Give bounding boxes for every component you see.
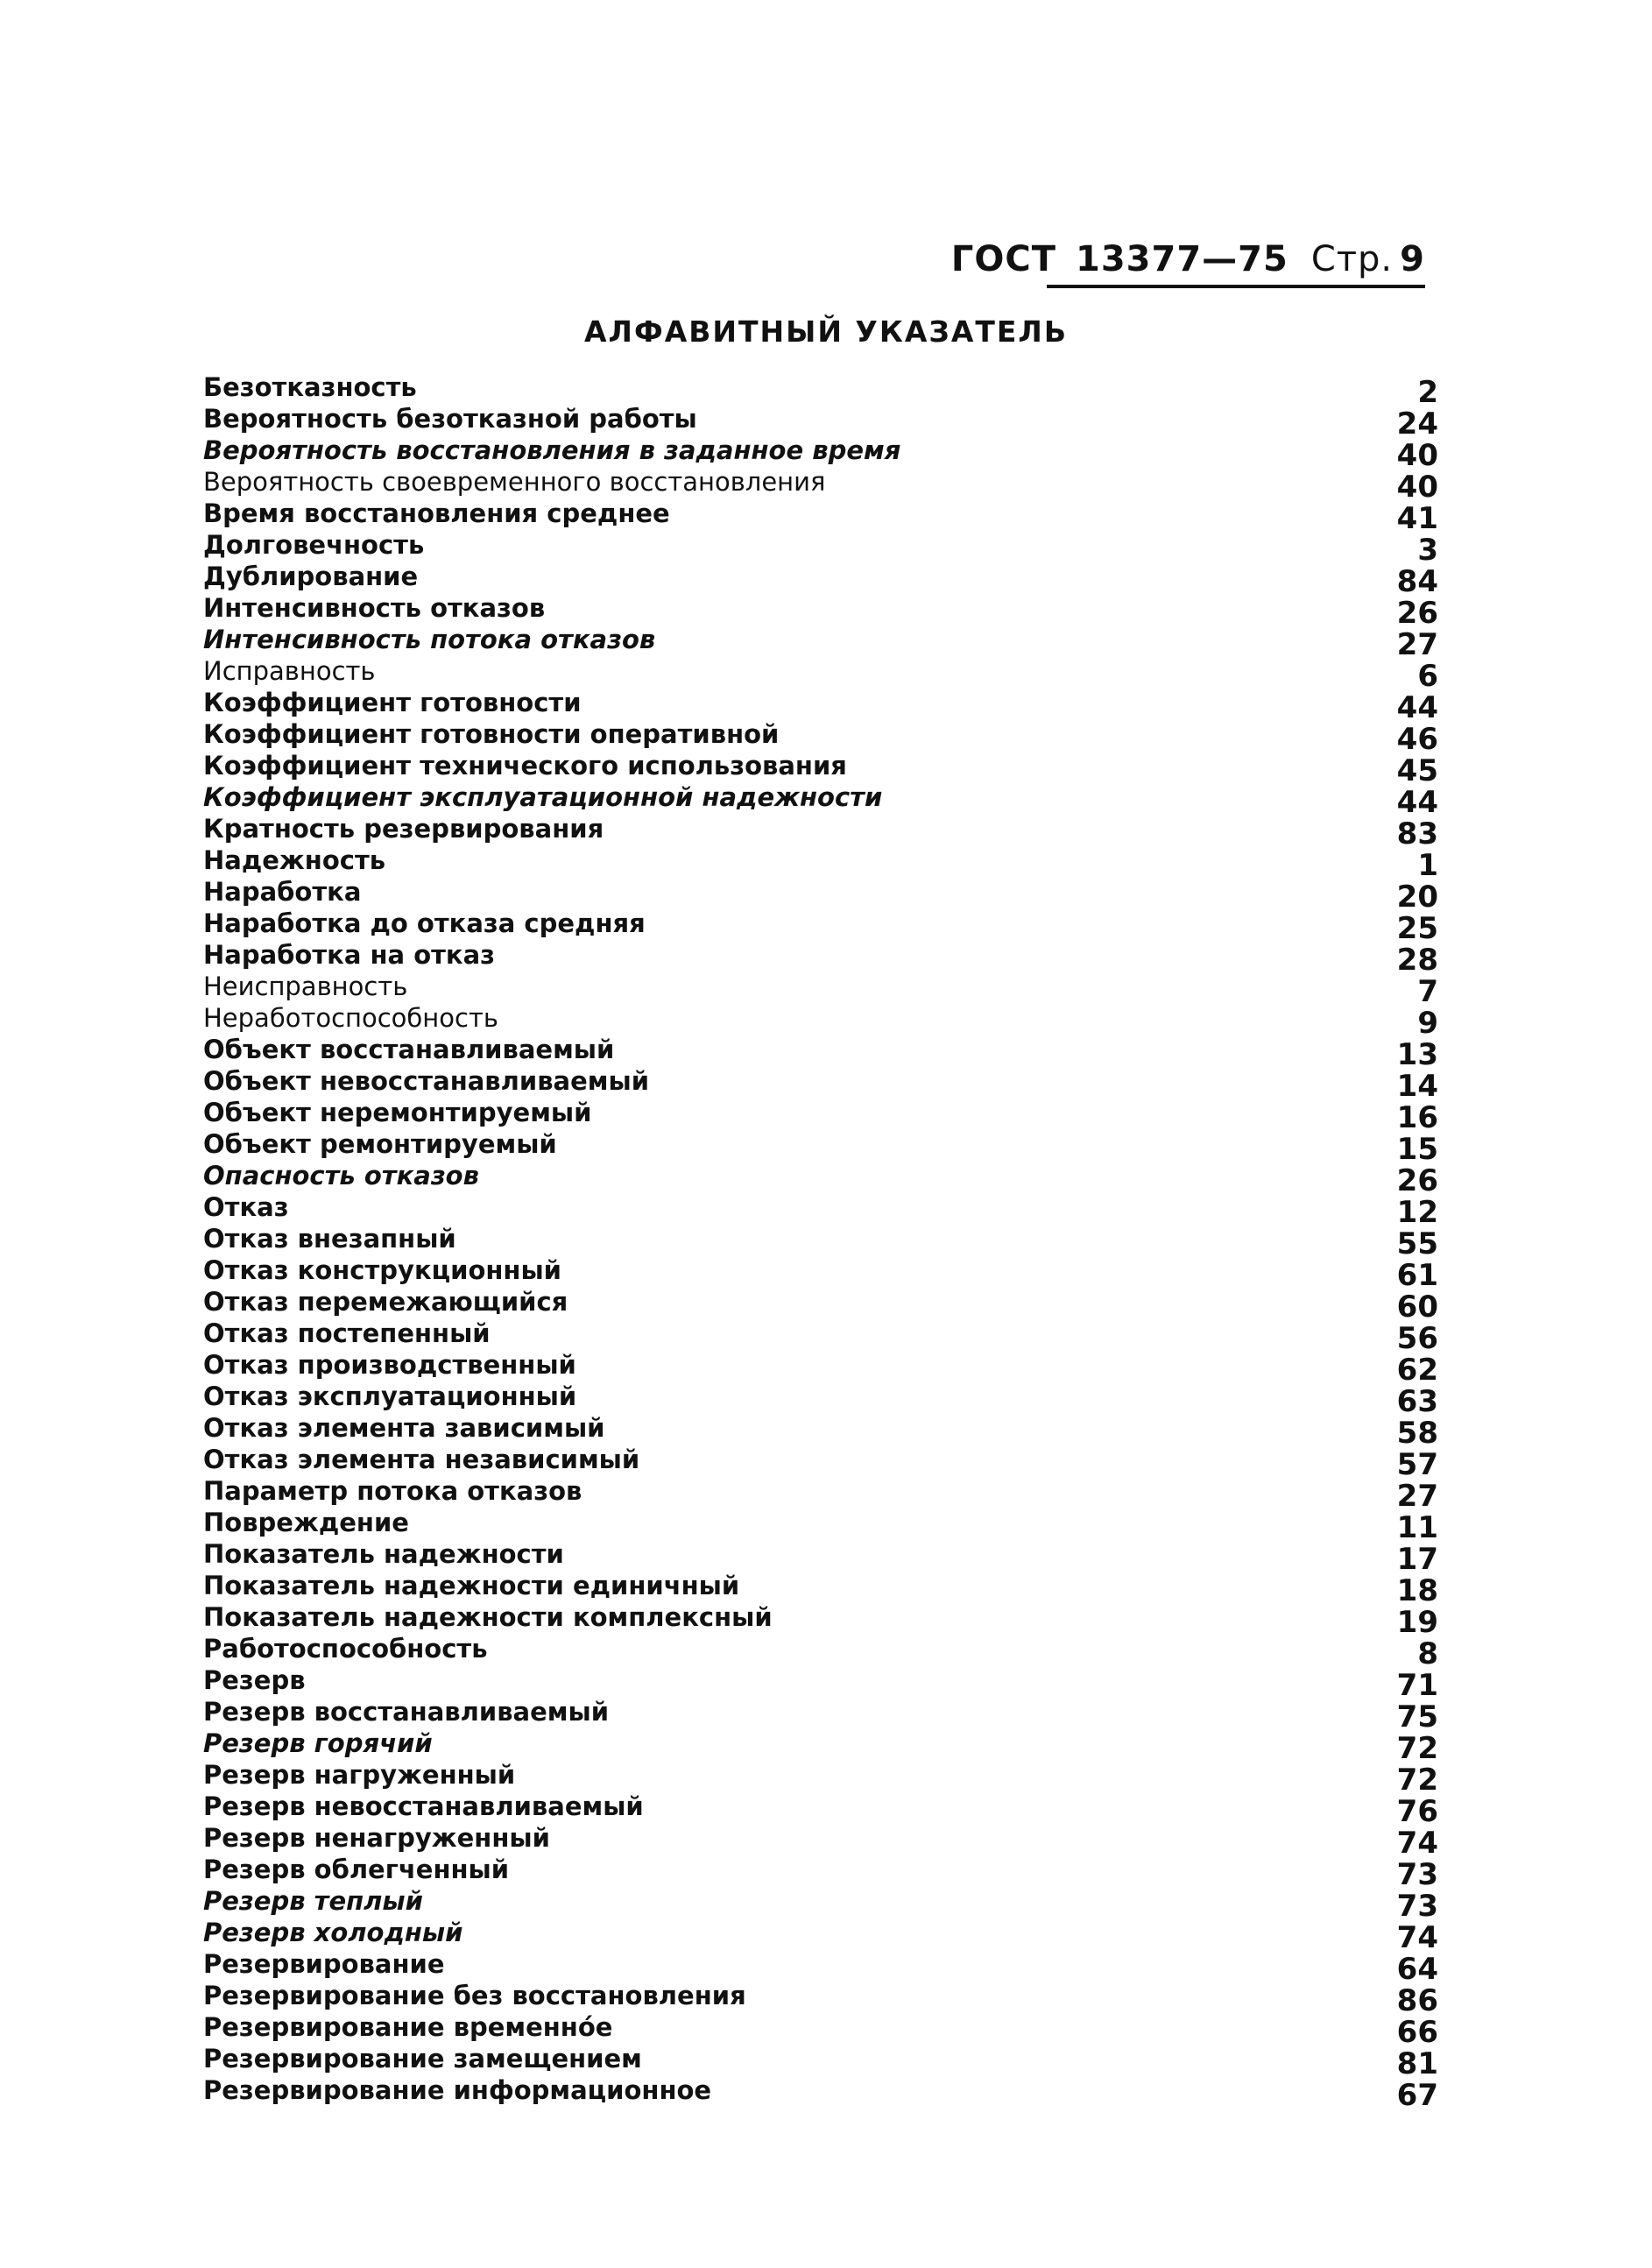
index-term: Коэффициент технического использования	[203, 751, 847, 781]
term-number: 44	[1396, 785, 1438, 820]
term-number: 12	[1396, 1195, 1438, 1230]
term-number: 1	[1417, 848, 1438, 883]
index-term: Отказ производственный	[203, 1350, 576, 1380]
index-term: Резервирование	[203, 1949, 445, 1979]
index-term: Время восстановления среднее	[203, 498, 670, 528]
index-entry	[203, 939, 1438, 978]
term-number: 73	[1396, 1857, 1438, 1892]
index-entry	[203, 908, 1438, 946]
index-entry	[203, 813, 1438, 851]
index-term: Отказ внезапный	[203, 1224, 456, 1254]
term-number: 86	[1396, 1983, 1438, 2018]
page-label: Стр.	[1310, 239, 1394, 279]
index-entry	[203, 655, 1438, 694]
header-text	[951, 235, 1425, 284]
index-entry	[203, 1664, 1438, 1703]
index-term: Объект восстанавливаемый	[203, 1035, 615, 1064]
index-entry	[203, 2011, 1438, 2050]
term-number: 63	[1396, 1384, 1438, 1419]
term-number: 72	[1396, 1731, 1438, 1766]
index-entry	[203, 1223, 1438, 1261]
standard-label: ГОСТ	[950, 239, 1056, 279]
index-term: Неисправность	[203, 971, 408, 1001]
index-term: Наработка на отказ	[203, 940, 496, 970]
index-term: Отказ перемежающийся	[203, 1287, 568, 1317]
term-number: 72	[1396, 1763, 1438, 1798]
index-term: Наработка	[203, 877, 362, 907]
index-entry	[203, 1696, 1438, 1735]
index-entry	[203, 1601, 1438, 1640]
term-number: 28	[1396, 943, 1438, 978]
index-term: Коэффициент эксплуатационной надежности	[203, 782, 883, 812]
term-number: 60	[1396, 1289, 1438, 1325]
index-term: Дублирование	[203, 562, 419, 591]
index-term: Неработоспособность	[203, 1003, 498, 1033]
index-entry	[203, 781, 1438, 820]
term-number: 16	[1396, 1100, 1438, 1135]
term-number: 57	[1396, 1447, 1438, 1482]
index-term: Надежность	[203, 845, 386, 875]
index-entry	[203, 1128, 1438, 1167]
term-number: 84	[1396, 564, 1438, 599]
index-entry	[203, 2043, 1438, 2081]
term-number: 6	[1417, 659, 1438, 694]
term-number: 45	[1396, 753, 1438, 788]
term-number: 62	[1396, 1353, 1438, 1388]
index-term: Резерв ненагруженный	[203, 1823, 550, 1853]
index-term: Безотказность	[203, 372, 417, 402]
term-number: 9	[1417, 1006, 1438, 1041]
term-number: 18	[1396, 1573, 1438, 1608]
header-rule	[1047, 285, 1425, 288]
index-term: Резерв невосстанавливаемый	[203, 1791, 644, 1821]
index-entry	[203, 2074, 1438, 2113]
index-entry	[203, 1349, 1438, 1388]
index-term: Отказ эксплуатационный	[203, 1381, 577, 1411]
index-entry	[203, 1570, 1438, 1608]
index-entry	[203, 1475, 1438, 1514]
index-term: Объект невосстанавливаемый	[203, 1066, 650, 1096]
index-entry	[203, 1318, 1438, 1356]
index-term: Отказ постепенный	[203, 1318, 491, 1348]
term-number: 71	[1396, 1668, 1438, 1703]
term-number: 73	[1396, 1889, 1438, 1924]
term-number: 17	[1396, 1542, 1438, 1577]
term-number: 74	[1396, 1826, 1438, 1861]
index-term: Резерв горячий	[203, 1728, 433, 1758]
term-number: 46	[1396, 722, 1438, 757]
index-entry	[203, 1412, 1438, 1451]
index-term: Резервирование временнóе	[203, 2012, 613, 2042]
term-number: 26	[1396, 596, 1438, 631]
index-entry	[203, 1065, 1438, 1104]
term-number: 40	[1396, 438, 1438, 473]
term-number: 41	[1396, 501, 1438, 536]
index-entry	[203, 1885, 1438, 1924]
index-term: Отказ	[203, 1192, 289, 1222]
index-entry	[203, 1727, 1438, 1766]
page-number: 9	[1400, 239, 1425, 279]
index-term: Интенсивность отказов	[203, 593, 546, 623]
index-entry	[203, 750, 1438, 788]
term-number: 64	[1396, 1952, 1438, 1987]
index-entry	[203, 1034, 1438, 1072]
term-number: 75	[1396, 1699, 1438, 1735]
index-term: Показатель надежности	[203, 1539, 564, 1569]
term-number: 83	[1396, 816, 1438, 851]
index-term: Показатель надежности единичный	[203, 1571, 740, 1600]
index-entry	[203, 971, 1438, 1009]
index-entry	[203, 1381, 1438, 1419]
index-term: Вероятность восстановления в заданное время	[203, 435, 901, 465]
index-entry	[203, 403, 1438, 442]
index-entry	[203, 624, 1438, 662]
index-term: Резервирование замещением	[203, 2044, 642, 2074]
term-number: 27	[1396, 1479, 1438, 1514]
index-entry	[203, 1160, 1438, 1198]
term-number: 20	[1396, 880, 1438, 915]
index-entry	[203, 1948, 1438, 1987]
term-number: 7	[1417, 974, 1438, 1009]
index-term: Резервирование информационное	[203, 2075, 712, 2105]
index-term: Резерв восстанавливаемый	[203, 1697, 610, 1727]
index-term: Интенсивность потока отказов	[203, 625, 656, 654]
term-number: 3	[1417, 533, 1438, 568]
term-number: 67	[1396, 2078, 1438, 2113]
index-term: Объект ремонтируемый	[203, 1129, 557, 1159]
index-entry	[203, 1854, 1438, 1892]
index-entry	[203, 466, 1438, 505]
index-entry	[203, 844, 1438, 883]
index-term: Отказ элемента независимый	[203, 1445, 640, 1474]
index-entry	[203, 529, 1438, 568]
index-term: Наработка до отказа средняя	[203, 908, 646, 938]
index-term: Исправность	[203, 656, 376, 686]
index-entry	[203, 498, 1438, 536]
term-number: 44	[1396, 690, 1438, 725]
index-entry	[203, 435, 1438, 473]
index-term: Долговечность	[203, 530, 425, 560]
index-entry	[203, 1791, 1438, 1829]
index-entry	[203, 1822, 1438, 1861]
term-number: 66	[1396, 2015, 1438, 2050]
index-entry	[203, 1507, 1438, 1545]
index-term: Кратность резервирования	[203, 814, 604, 844]
index-term: Резерв облегченный	[203, 1855, 510, 1884]
index-entry	[203, 1286, 1438, 1325]
index-entry	[203, 371, 1438, 410]
alphabetical-index	[203, 371, 1438, 2113]
term-number: 15	[1396, 1132, 1438, 1167]
index-term: Опасность отказов	[203, 1161, 479, 1191]
index-entry	[203, 592, 1438, 631]
term-number: 61	[1396, 1258, 1438, 1293]
index-entry	[203, 1002, 1438, 1041]
index-entry	[203, 687, 1438, 725]
index-term: Резерв холодный	[203, 1918, 463, 1947]
index-entry	[203, 561, 1438, 599]
term-number: 11	[1396, 1510, 1438, 1545]
index-term: Коэффициент готовности оперативной	[203, 719, 780, 749]
term-number: 14	[1396, 1069, 1438, 1104]
term-number: 74	[1396, 1920, 1438, 1955]
index-entry	[203, 1191, 1438, 1230]
index-term: Параметр потока отказов	[203, 1476, 582, 1506]
index-term: Резерв теплый	[203, 1886, 423, 1916]
term-number: 25	[1396, 911, 1438, 946]
term-number: 27	[1396, 627, 1438, 662]
index-entry	[203, 1633, 1438, 1671]
index-entry	[203, 1917, 1438, 1955]
index-term: Повреждение	[203, 1508, 409, 1537]
term-number: 24	[1396, 406, 1438, 442]
index-term: Вероятность своевременного восстановления	[203, 467, 826, 497]
index-entry	[203, 1980, 1438, 2018]
term-number: 8	[1417, 1636, 1438, 1671]
term-number: 13	[1396, 1037, 1438, 1072]
index-term: Вероятность безотказной работы	[203, 404, 697, 434]
term-number: 2	[1417, 375, 1438, 410]
index-term: Отказ элемента зависимый	[203, 1413, 605, 1443]
index-entry	[203, 1254, 1438, 1293]
term-number: 81	[1396, 2046, 1438, 2081]
index-term: Показатель надежности комплексный	[203, 1602, 773, 1632]
index-term: Работоспособность	[203, 1634, 488, 1664]
index-entry	[203, 876, 1438, 915]
index-term: Резерв	[203, 1665, 306, 1695]
term-number: 55	[1396, 1226, 1438, 1261]
term-number: 26	[1396, 1163, 1438, 1198]
index-entry	[203, 718, 1438, 757]
term-number: 56	[1396, 1321, 1438, 1356]
index-term: Резерв нагруженный	[203, 1760, 516, 1790]
standard-code: 13377—75	[1075, 239, 1288, 279]
index-term: Коэффициент готовности	[203, 688, 582, 717]
index-term: Резервирование без восстановления	[203, 1981, 746, 2010]
term-number: 19	[1396, 1605, 1438, 1640]
term-number: 76	[1396, 1794, 1438, 1829]
index-term: Отказ конструкционный	[203, 1255, 562, 1285]
index-entry	[203, 1097, 1438, 1135]
index-entry	[203, 1538, 1438, 1577]
index-entry	[203, 1444, 1438, 1482]
page-title: АЛФАВИТНЫЙ УКАЗАТЕЛЬ	[584, 314, 1068, 349]
index-term: Объект неремонтируемый	[203, 1098, 592, 1127]
term-number: 40	[1396, 470, 1438, 505]
index-entry	[203, 1759, 1438, 1798]
term-number: 58	[1396, 1416, 1438, 1451]
page-header	[950, 235, 1425, 284]
